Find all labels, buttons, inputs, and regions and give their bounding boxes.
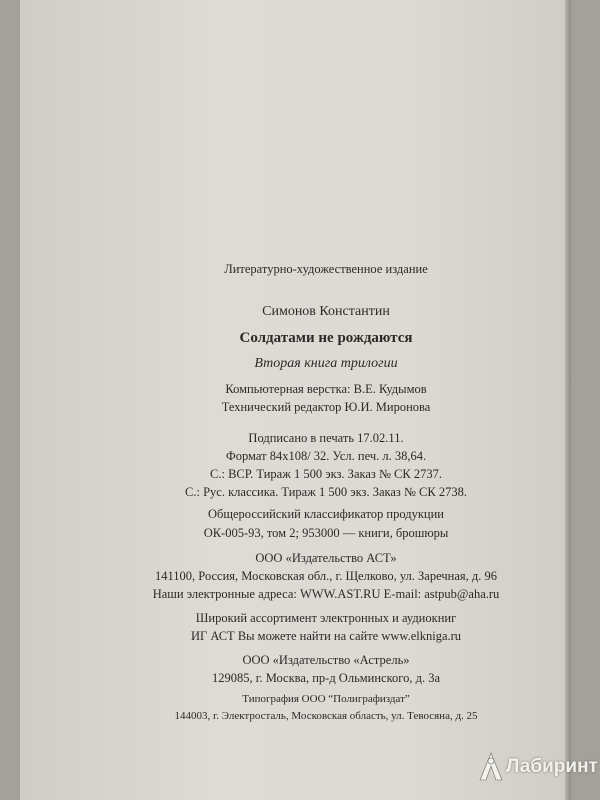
layout-credit: Компьютерная верстка: В.Е. Кудымов xyxy=(225,382,427,396)
publisher-1-web: Наши электронные адреса: WWW.AST.RU E-mail: astpub@aha.ru xyxy=(152,587,500,601)
book-subtitle: Вторая книга трилогии xyxy=(254,356,398,371)
signed-print: Подписано в печать 17.02.11. xyxy=(248,431,404,445)
printer-name: Типография ООО “Полиграфиздат” xyxy=(242,693,410,705)
print-run-2: С.: Рус. классика. Тираж 1 500 экз. Заказ № СК 2738. xyxy=(185,485,467,499)
publisher-1-address: 141100, Россия, Московская обл., г. Щелково, ул. Заречная, д. 96 xyxy=(155,569,497,583)
classifier-line-2: ОК-005-93, том 2; 953000 — книги, брошюры xyxy=(203,526,449,540)
tech-editor: Технический редактор Ю.И. Миронова xyxy=(221,400,431,414)
book-title: Солдатами не рождаются xyxy=(239,330,413,346)
edition-type: Литературно-художественное издание xyxy=(224,262,428,276)
printer-address: 144003, г. Электросталь, Московская область, ул. Тевосяна, д. 25 xyxy=(174,710,478,722)
print-run-1: С.: ВСР. Тираж 1 500 экз. Заказ № СК 2737. xyxy=(210,467,442,481)
watermark-text: Лабиринт xyxy=(506,756,598,777)
page-edge xyxy=(565,0,571,800)
ebooks-line-1: Широкий ассортимент электронных и аудиокниг xyxy=(195,611,457,625)
publisher-1-name: ООО «Издательство АСТ» xyxy=(255,551,397,565)
publisher-2-name: ООО «Издательство «Астрель» xyxy=(242,653,410,667)
author: Симонов Константин xyxy=(262,304,390,319)
ebooks-line-2: ИГ АСТ Вы можете найти на сайте www.elkniga.ru xyxy=(190,629,462,643)
labyrinth-logo-icon xyxy=(478,752,504,782)
labyrinth-watermark xyxy=(478,752,598,782)
format: Формат 84х108/ 32. Усл. печ. л. 38,64. xyxy=(225,449,427,463)
classifier-line-1: Общероссийский классификатор продукции xyxy=(207,507,445,521)
publisher-2-address: 129085, г. Москва, пр-д Ольминского, д. 3а xyxy=(211,671,441,685)
